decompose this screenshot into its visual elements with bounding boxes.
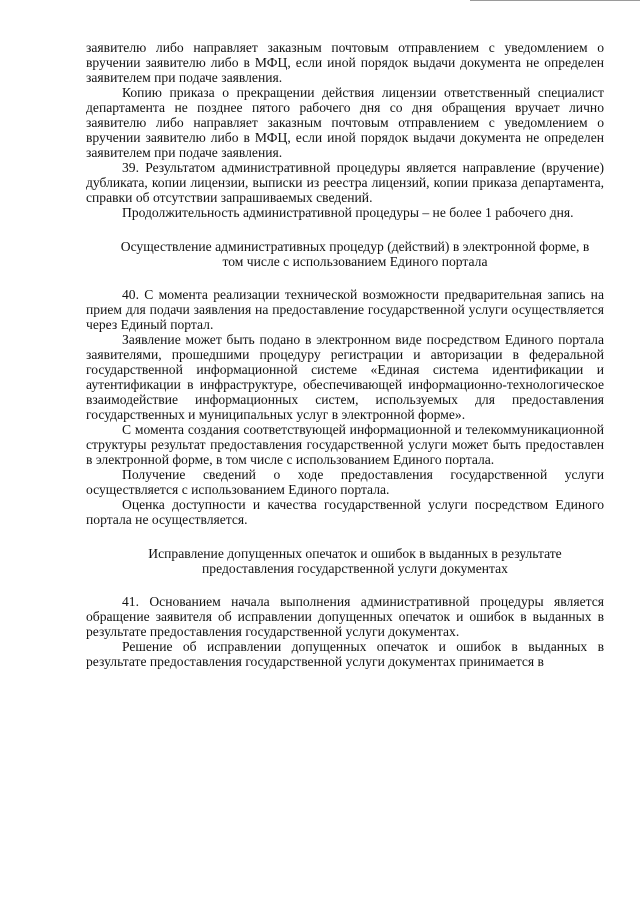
scan-edge-line [470,0,640,1]
paragraph-continuation: заявителю либо направляет заказным почтовым отправлением с уведомлением о вручении заявителю либо в МФЦ, если иной порядок выдачи документа не определен заявителем при подаче заявления. [86,40,604,85]
paragraph-duration: Продолжительность административной процедуры – не более 1 рабочего дня. [122,205,574,220]
spacer [86,269,604,287]
paragraph-result-electronic: С момента создания соответствующей информационной и телекоммуникационной структуры результат предоставления государственной услуги может быть предоставлен в электронной форме, в том числе с использованием Единого портала. [86,422,604,467]
paragraph-application-electronic: Заявление может быть подано в электронном виде посредством Единого портала заявителями, прошедшими процедуру регистрации и авторизации в федеральной государственной информационной системе «Единая система идентификации и аутентификации в инфраструктуре, обеспечивающей информационно-технологическое взаимодействие информационных систем, используемых для предоставления государственных и муниципальных услуг в электронной форме». [86,332,604,422]
spacer [86,576,604,594]
paragraph-40: 40. С момента реализации технической возможности предварительная запись на прием для подачи заявления на предоставление государственной услуги осуществляется через Единый портал. [86,287,604,332]
section-heading-electronic: Осуществление административных процедур (действий) в электронной форме, в том числе с использованием Единого портала [120,239,590,269]
paragraph-41: 41. Основанием начала выполнения административной процедуры является обращение заявителя об исправлении допущенных опечаток и ошибок в выданных в результате предоставления государственной услуги документах. [86,594,604,639]
section-heading-corrections: Исправление допущенных опечаток и ошибок в выданных в результате предоставления государственной услуги документах [148,546,562,576]
paragraph-correction-decision: Решение об исправлении допущенных опечаток и ошибок в выданных в результате предоставления государственной услуги документах принимается в [86,639,604,669]
paragraph-status-info: Получение сведений о ходе предоставления государственной услуги осуществляется с использованием Единого портала. [86,467,604,497]
document-body [86,40,604,669]
paragraph-quality-assessment: Оценка доступности и качества государственной услуги посредством Единого портала не осуществляется. [86,497,604,527]
paragraph-39: 39. Результатом административной процедуры является направление (вручение) дубликата, копии лицензии, выписки из реестра лицензий, копии приказа департамента, справки об отсутствии запрашиваемых сведений. [86,160,604,205]
paragraph-order-copy: Копию приказа о прекращении действия лицензии ответственный специалист департамента не позднее пятого рабочего дня со дня обращения вручает лично заявителю либо направляет заказным почтовым отправлением с уведомлением о вручении заявителю либо в МФЦ, если иной порядок выдачи документа не определен заявителем при подаче заявления. [86,85,604,160]
spacer [86,220,604,239]
spacer [86,527,604,546]
